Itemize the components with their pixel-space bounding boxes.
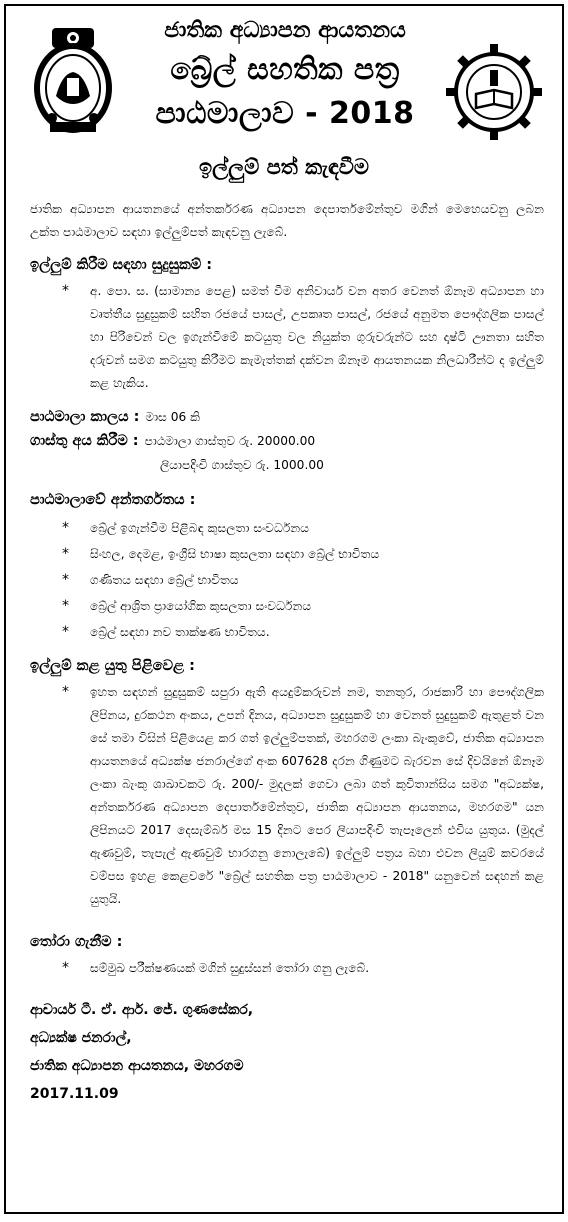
- header: [6, 6, 562, 196]
- body-content: [30, 198, 544, 1108]
- list-item: [30, 593, 544, 619]
- fees-label: ගාස්තු අය කිරීම :: [30, 433, 139, 449]
- list-item: [30, 619, 544, 645]
- main-title-line-2: පාඨමාලාව - 2018: [155, 96, 415, 131]
- fees-row: [30, 429, 544, 453]
- duration-label: පාඨමාලා කාලය :: [30, 409, 140, 425]
- list-item: [30, 567, 544, 593]
- signatory-position: අධ්‍යක්ෂ ජනරාල්,: [30, 1030, 132, 1046]
- selection-text: සම්මුඛ පරීක්ෂණයක් මගින් සුදුස්සන් තෝරා ගනු ලැබේ.: [90, 961, 370, 975]
- duration-row: [30, 405, 544, 429]
- selection-item: [30, 957, 544, 980]
- bullet: *: [62, 546, 69, 562]
- list-item-text: බ්‍රේල් ආශ්‍රිත ප්‍රායෝගික කුසලතා සංවර්ධනය: [90, 599, 312, 613]
- signature-block: [30, 996, 544, 1108]
- duration-value: මාස 06 කි: [145, 410, 201, 424]
- signatory-name: ආචාර්ය ටී. ඒ. ආර්. ජේ. ගුණසේකර,: [30, 1002, 254, 1018]
- selection-heading: තෝරා ගැනීම :: [30, 934, 123, 950]
- signatory-institute: ජාතික අධ්‍යාපන ආයතනය, මහරගම: [30, 1058, 244, 1074]
- fees-registration: ලියාපදිංචි ගාස්තුව රු. 1000.00: [160, 458, 324, 472]
- contents-list: [30, 515, 544, 645]
- procedure-item: [30, 681, 544, 911]
- bullet: *: [62, 684, 69, 700]
- qualifications-heading: ඉල්ලුම් කිරීම සඳහා සුදුසුකම් :: [30, 257, 213, 273]
- advertisement-page: [4, 4, 564, 1214]
- bullet: *: [62, 598, 69, 614]
- bullet: *: [62, 960, 69, 976]
- list-item-text: සිංහල, දෙමළ, ඉංග්‍රීසි භාෂා කුසලතා සඳහා බ්‍රේල් භාවිතය: [90, 547, 380, 561]
- qualifications-item: [30, 280, 544, 395]
- procedure-text: ඉහත සඳහන් සුදුසුකම් සපුරා ඇති අයදුම්කරුවන් නම, තනතුර, රාජකාරි හා පෞද්ගලික ලිපිනය, දුරකථන අංකය, උපන් දිනය, අධ්‍යාපන සුදුසුකම් හා වෙනත් සුදුසුකම් ඇතුළත් වන සේ තමා විසින් පිළියෙළ කර ගත් ඉල්ලුම්පතක්, මහරගම ලංකා බැංකුවේ, ජාතික අධ්‍යාපන ආයතනයේ අධ්‍යක්ෂ ජනරාල්ගේ අංක 607628 දරන ගිණුමට බැරවන සේ දිවයිනේ ඕනෑම ලංකා බැංකු ශාඛාවකට රු. 200/- මුදලක් ගෙවා ලබා ගත් කුවිතාන්සිය සමග "අධ්‍යක්ෂ, අන්තර්කරණ අධ්‍යාපන දෙපාර්තමේන්තුව, ජාතික අධ්‍යාපන ආයතනය, මහරගම" යන ලිපිනයට 2017 දෙසැම්බර් මස 15 දිනට පෙර ලියාපදිංචි තැපෑලෙන් එවිය යුතුය. (මුදල් ඇණවුම්, තැපැල් ඇණවුම් භාරගනු නොලැබේ) ඉල්ලුම් පත්‍රය බහා එවන ලියුම් කවරයේ වම්පස ඉහළ කෙළවරේ "බ්‍රේල් සහතික පත්‍ර පාඨමාලාව - 2018" යනුවෙන් සඳහන් කළ යුතුයි.: [90, 685, 544, 906]
- list-item-text: බ්‍රේල් සඳහා නව තාක්ෂණ භාවිතය.: [90, 625, 270, 639]
- list-item: [30, 515, 544, 541]
- list-item: [30, 541, 544, 567]
- sri-lanka-emblem-icon: [32, 26, 114, 136]
- qualifications-text: අ. පො. ස. (සාමාන්‍ය පෙළ) සමත් වීම අනිවාර්ය වන අතර වෙනත් ඕනෑම අධ්‍යාපන හා වෘත්තීය සුදුසුකම් සහිත රජයේ පාසල්, උපකෘත පාසල්, රජයේ අනුමත පෞද්ගලික පාසල් හා පිරිවෙන් වල ඉගැන්වීමේ කටයුතු වල නියුක්ත ගුරුවරුන්ට සහ දෘෂ්ටි ඌනතා සහිත දරුවන් සමග කටයුතු කිරීමට කැමැත්තක් දක්වන ඕනෑම ආයතනයක නිලධාරීන්ට ද ඉල්ලුම් කළ හැකිය.: [90, 284, 544, 390]
- bullet: *: [62, 283, 69, 299]
- fees-course: පාඨමාලා ගාස්තුව රු. 20000.00: [144, 434, 316, 448]
- subtitle: ඉල්ලුම් පත් කැඳවීම: [198, 155, 369, 179]
- bullet: *: [62, 520, 69, 536]
- intro-paragraph: ජාතික අධ්‍යාපන ආයතනයේ අන්තර්කරණ අධ්‍යාපන දෙපාර්තමේන්තුව මගින් මෙහෙයවනු ලබන උක්ත පාඨමාලාව සඳහා ඉල්ලුම්පත් කැඳවනු ලැබේ.: [30, 202, 544, 239]
- notice-date: 2017.11.09: [30, 1086, 119, 1102]
- institute-name: ජාතික අධ්‍යාපන ආයතනය: [164, 18, 406, 43]
- list-item-text: බ්‍රේල් ඉගැන්වීම පිළිබඳ කුසලතා සංවර්ධනය: [90, 521, 309, 535]
- nie-logo-icon: [446, 44, 542, 140]
- contents-heading: පාඨමාලාවේ අන්තර්ගතය :: [30, 492, 196, 508]
- title-block: [118, 14, 452, 136]
- main-title-line-1: බ්‍රේල් සහතික පත්‍ර: [170, 52, 400, 87]
- bullet: *: [62, 624, 69, 640]
- list-item-text: ගණිතය සඳහා බ්‍රේල් භාවිතය: [90, 573, 239, 587]
- bullet: *: [62, 572, 69, 588]
- procedure-heading: ඉල්ලුම් කළ යුතු පිළිවෙළ :: [30, 658, 195, 674]
